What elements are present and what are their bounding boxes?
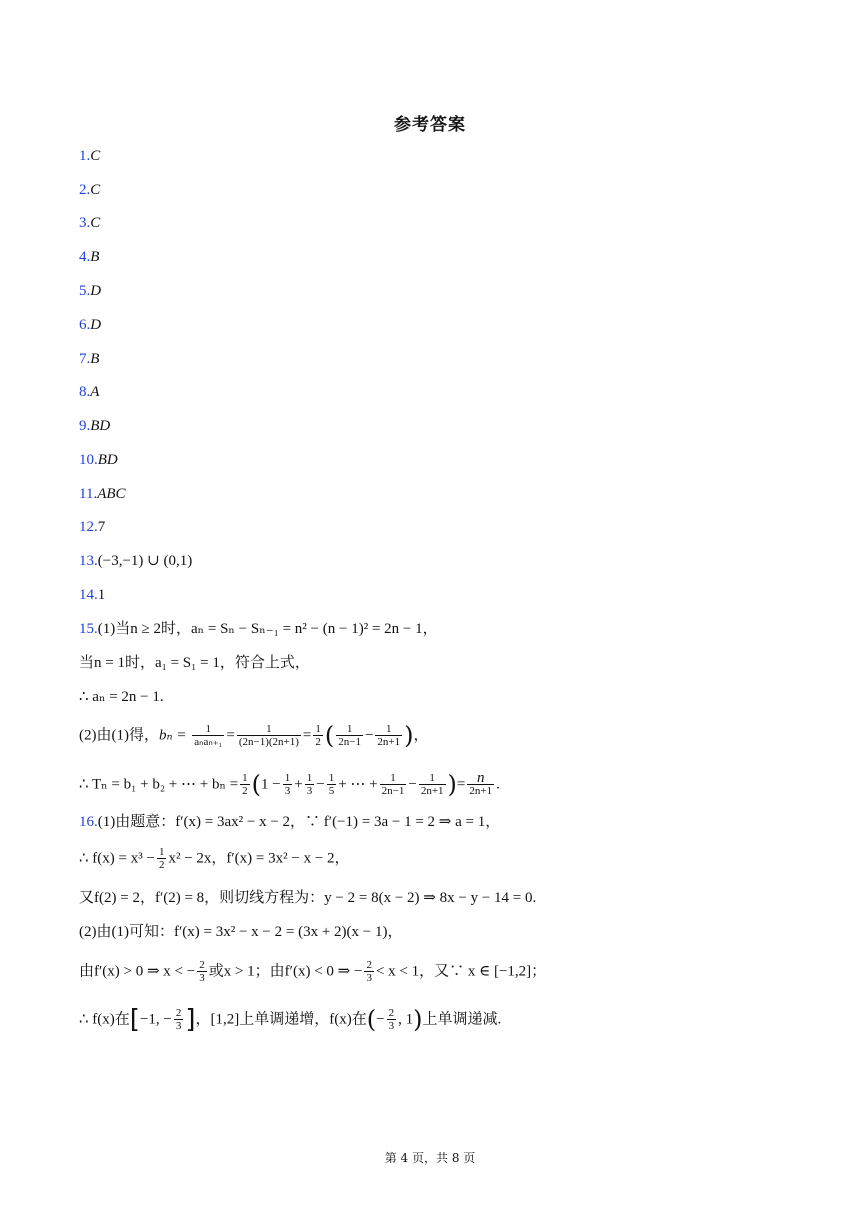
numerator: 1 — [328, 772, 335, 784]
q16-line-1 — [79, 812, 500, 832]
fraction — [283, 772, 293, 797]
answer-number: 15. — [79, 621, 98, 637]
answer-value: C — [90, 148, 101, 164]
denominator: 2n−1 — [381, 785, 405, 797]
denominator: 5 — [328, 785, 335, 797]
answer-8 — [79, 382, 99, 402]
answer-value: A — [90, 384, 100, 400]
q16-text: ，[1,2]上单调递增，f(x)在 — [195, 1011, 367, 1028]
numerator: 2 — [175, 1007, 182, 1019]
numerator: 1 — [306, 772, 313, 784]
denominator: aₙaₙ₊₁ — [194, 736, 223, 748]
numerator: 1 — [192, 723, 224, 736]
fraction — [237, 723, 301, 748]
answer-value: C — [90, 182, 101, 198]
q16-line-5 — [79, 959, 546, 984]
q16-line-3 — [79, 888, 536, 908]
answer-number: 12. — [79, 519, 98, 535]
answer-value: BD — [90, 418, 111, 434]
q16-text: ∴ f(x) = x³ − — [79, 850, 155, 867]
q15-text: ∴ Tₙ = b₁ + b₂ + ⋯ + bₙ = — [79, 776, 239, 793]
fraction — [157, 846, 167, 871]
fraction — [313, 723, 323, 748]
answer-value: 1 — [97, 587, 106, 603]
denominator: 3 — [175, 1020, 182, 1032]
numerator: 2 — [388, 1007, 395, 1019]
fraction — [327, 772, 337, 797]
answer-1 — [79, 146, 100, 166]
q15-line-1 — [79, 619, 438, 639]
fraction — [387, 1007, 397, 1032]
answer-number: 3. — [79, 215, 91, 231]
answer-9 — [79, 416, 110, 436]
page-title: 参考答案 — [394, 115, 466, 135]
answer-value: C — [90, 215, 101, 231]
answer-number: 1. — [79, 148, 91, 164]
q16-line-4 — [79, 922, 402, 942]
denominator: 3 — [388, 1020, 395, 1032]
fraction — [174, 1007, 184, 1032]
denominator: 3 — [366, 972, 372, 984]
numerator: 2 — [366, 959, 372, 971]
numerator: 1 — [315, 723, 321, 735]
answer-number: 6. — [79, 317, 91, 333]
answer-12 — [79, 517, 105, 537]
q16-text: − — [376, 1011, 385, 1028]
q15-text: 当n = 1时，a₁ = S₁ = 1，符合上式， — [79, 655, 310, 671]
q15-text: bₙ = — [158, 727, 191, 744]
denominator: 3 — [306, 785, 313, 797]
answer-value: D — [90, 283, 102, 299]
answer-4 — [79, 247, 99, 267]
q16-text: −1, − — [139, 1011, 172, 1028]
answer-3 — [79, 213, 100, 233]
answer-5 — [79, 281, 101, 301]
answer-value: ABC — [97, 486, 126, 502]
answer-value: BD — [97, 452, 118, 468]
denominator: 3 — [199, 972, 205, 984]
answer-number: 4. — [79, 249, 91, 265]
q16-text: < x < 1，又∵ x ∈ [−1,2]； — [375, 963, 547, 980]
denominator: 2 — [315, 736, 321, 748]
q16-text: , 1 — [398, 1011, 414, 1028]
answer-value: B — [90, 351, 100, 367]
answer-10 — [79, 450, 118, 470]
q15-text: (2)由(1)得， — [79, 727, 159, 744]
answer-2 — [79, 180, 100, 200]
q15-line-3 — [79, 687, 164, 707]
q16-line-2 — [79, 846, 350, 871]
fraction — [467, 772, 494, 797]
numerator: 1 — [380, 772, 407, 785]
answer-value: D — [90, 317, 102, 333]
answer-number: 16. — [79, 814, 98, 830]
q16-text: 上单调递减. — [422, 1011, 502, 1028]
numerator: 1 — [375, 723, 402, 736]
fraction — [375, 723, 402, 748]
q16-text: 又f(2) = 2，f′(2) = 8，则切线方程为：y − 2 = 8(x − 2) ⇒ 8x − y − 14 = 0. — [79, 890, 537, 906]
denominator: 2n+1 — [377, 736, 401, 748]
q16-line-6: ∴ f(x)在[−1, − $\frac{2}{3}$ ]，[1,2]上单调递增，f(x)在(− $\frac{2}{3}$ , 1)上单调递减. — [79, 1004, 502, 1035]
page-footer: 第 4 页，共 8 页 — [384, 1151, 476, 1165]
denominator: 2n−1 — [338, 736, 361, 748]
fraction — [380, 772, 407, 797]
denominator: 2n+1 — [469, 785, 493, 797]
answer-number: 10. — [79, 452, 98, 468]
answer-number: 11. — [79, 486, 98, 502]
answer-value: B — [90, 249, 100, 265]
answer-number: 7. — [79, 351, 91, 367]
q16-text: ∴ f(x)在 — [79, 1011, 130, 1028]
q15-line-2 — [79, 653, 310, 673]
denominator: 2n+1 — [420, 785, 444, 797]
numerator: n — [467, 772, 494, 785]
answer-number: 5. — [79, 283, 91, 299]
answer-number: 9. — [79, 418, 91, 434]
q16-text: 或x > 1；由f′(x) < 0 ⇒ − — [208, 963, 363, 980]
q15-text: ∴ aₙ = 2n − 1. — [79, 689, 164, 705]
answer-number: 8. — [79, 384, 91, 400]
numerator: 1 — [242, 772, 248, 784]
denominator: (2n−1)(2n+1) — [238, 736, 299, 748]
answer-value: (−3,−1) ∪ (0,1) — [97, 553, 193, 569]
q15-line-5: ∴ Tₙ = b₁ + b₂ + ⋯ + bₙ = $\frac{1}{2}$ (1 − $\frac{1}{3}$ + $\frac{1}{3}$ − $\frac{1}{5}$ + ⋯ + $\frac{1}{2n-1}$ − $\frac{1}{2n+1}$ )= $\frac{n}{2n+1}$ . — [79, 770, 500, 799]
answer-6 — [79, 315, 101, 335]
numerator: 1 — [237, 723, 301, 736]
fraction — [197, 959, 207, 984]
numerator: 1 — [336, 723, 363, 736]
q16-text: 由f′(x) > 0 ⇒ x < − — [79, 963, 196, 980]
answer-number: 14. — [79, 587, 98, 603]
answer-13 — [79, 551, 192, 571]
fraction — [336, 723, 363, 748]
answer-14 — [79, 585, 105, 605]
answer-number: 2. — [79, 182, 91, 198]
fraction — [364, 959, 374, 984]
fraction — [192, 723, 224, 748]
answer-7 — [79, 349, 99, 369]
q16-text: (1)由题意：f′(x) = 3ax² − x − 2，∵ f′(−1) = 3a − 1 = 2 ⇒ a = 1， — [97, 814, 501, 830]
numerator: 1 — [158, 846, 165, 858]
numerator: 2 — [199, 959, 205, 971]
q16-text: x² − 2x，f′(x) = 3x² − x − 2， — [168, 850, 350, 867]
q15-line-4: (2)由(1)得，bₙ = $\frac{1}{\text{aₙaₙ₊₁}}$ = $\frac{1}{(2n-1)(2n+1)}$ = $\frac{1}{2}$ ( $\frac{1}{2n-1}$ − $\frac{1}{2n+1}$ )， — [79, 721, 429, 750]
fraction — [305, 772, 315, 797]
answer-11 — [79, 484, 126, 504]
numerator: 1 — [284, 772, 291, 784]
denominator: 3 — [284, 785, 291, 797]
fraction — [240, 772, 250, 797]
q15-text: (1)当n ≥ 2时，aₙ = Sₙ − Sₙ₋₁ = n² − (n − 1)² = 2n − 1， — [97, 621, 438, 637]
answer-value: 7 — [97, 519, 106, 535]
denominator: 2 — [242, 785, 248, 797]
denominator: 2 — [158, 859, 165, 871]
q16-text: (2)由(1)可知：f′(x) = 3x² − x − 2 = (3x + 2)(x − 1)， — [79, 924, 403, 940]
fraction — [419, 772, 446, 797]
numerator: 1 — [419, 772, 446, 785]
answer-number: 13. — [79, 553, 98, 569]
